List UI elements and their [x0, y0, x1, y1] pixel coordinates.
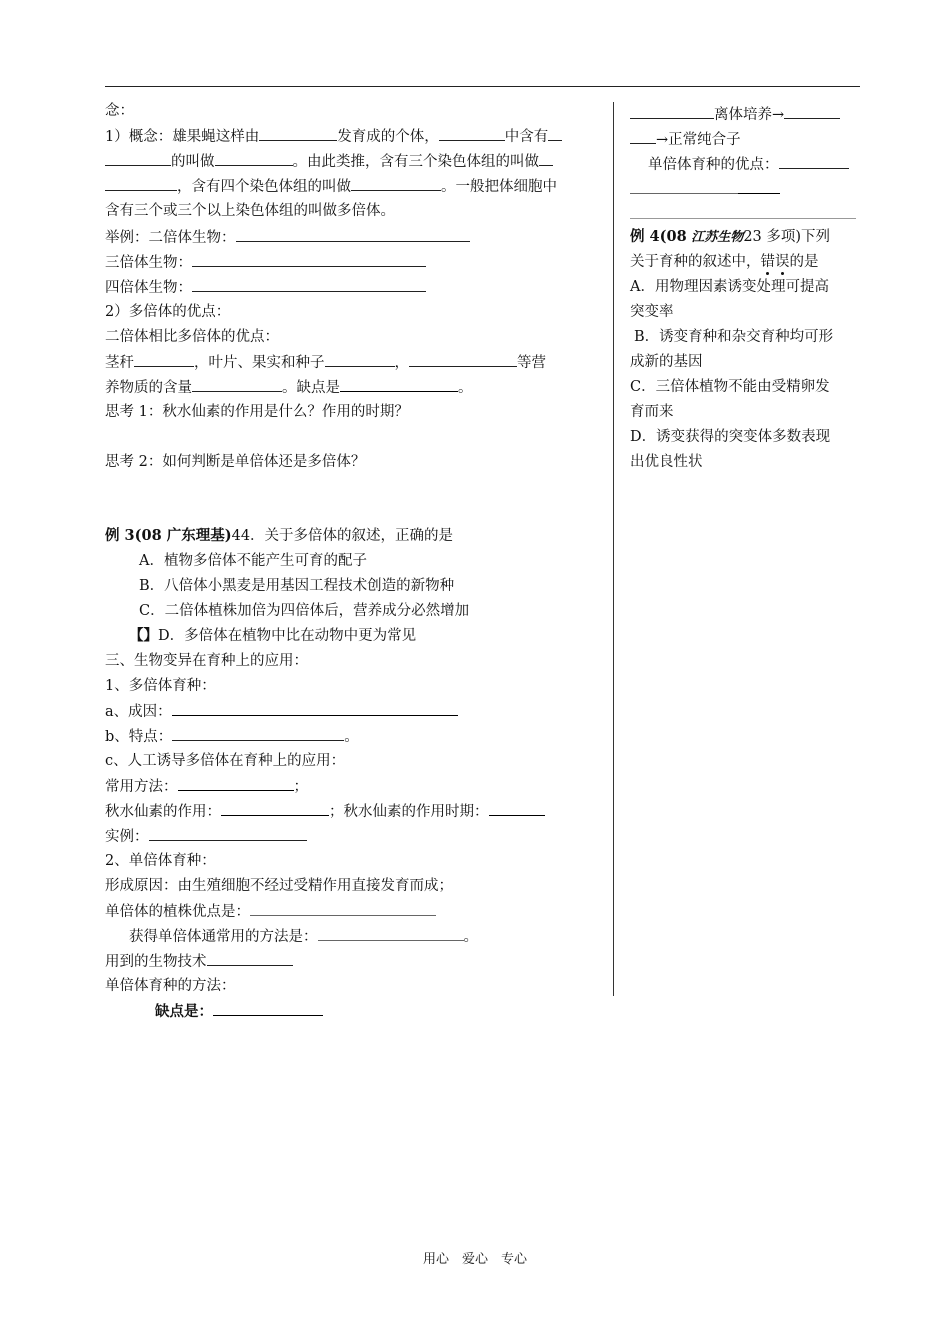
feature-line: b、特点： 。: [105, 726, 359, 747]
colchicine-line: 秋水仙素的作用： ；秋水仙素的作用时期：: [105, 801, 545, 822]
blank-field[interactable]: [351, 176, 441, 191]
blank-field[interactable]: [318, 926, 464, 941]
blank-field[interactable]: [192, 277, 426, 292]
method-line: 常用方法： ；: [105, 776, 308, 797]
blank-field[interactable]: [340, 377, 458, 392]
option-a: A．用物理因素诱变处理可提高: [630, 279, 829, 295]
example-tetraploid: 四倍体生物：: [105, 277, 426, 298]
blank-field[interactable]: [178, 776, 294, 791]
drawback-line: 缺点是：: [155, 1001, 323, 1022]
right-line-1: 离体培养→: [630, 104, 840, 125]
blank-field[interactable]: [630, 129, 656, 144]
think-question-1: 思考 1：秋水仙素的作用是什么？作用的时期？: [105, 404, 409, 420]
blank-field[interactable]: [738, 179, 780, 194]
blank-field[interactable]: [172, 701, 458, 716]
blank-field[interactable]: [192, 377, 282, 392]
subsection-heading: 1、多倍体育种：: [105, 678, 216, 694]
biotech-line: 用到的生物技术: [105, 951, 293, 972]
text-line: 形成原因：由生殖细胞不经过受精作用直接发育而成；: [105, 878, 453, 894]
answer-bracket[interactable]: 【】: [129, 627, 158, 644]
blank-rule: [630, 218, 856, 219]
example-diploid: 举例：二倍体生物：: [105, 227, 470, 248]
option-b: B．诱变育种和杂交育种均可形: [634, 329, 834, 345]
blank-field[interactable]: [213, 1001, 323, 1016]
blank-field[interactable]: [779, 154, 849, 169]
cause-line: a、成因：: [105, 701, 458, 722]
text-line: 二倍体相比多倍体的优点：: [105, 329, 279, 345]
example-4-question-cont: 关于育种的叙述中，错误的是: [630, 254, 819, 270]
page-footer: 用心 爱心 专心: [422, 1252, 527, 1267]
option-d-cont: 出优良性状: [630, 454, 703, 470]
option-d: D．诱变获得的突变体多数表现: [630, 429, 831, 445]
text-line: 2）多倍体的优点：: [105, 304, 231, 320]
blank-field[interactable]: [259, 126, 337, 141]
option-a: A．植物多倍体不能产生可育的配子: [139, 553, 367, 569]
concept-line-3: ，含有四个染色体组的叫做 。一般把体细胞中: [105, 176, 557, 197]
blank-field[interactable]: [215, 151, 293, 166]
text-line: 念：: [105, 103, 134, 119]
option-c: C．二倍体植株加倍为四倍体后，营养成分必然增加: [139, 603, 470, 619]
concept-line-2: 的叫做 。由此类推，含有三个染色体组的叫做: [105, 151, 553, 172]
blank-field[interactable]: [630, 104, 714, 119]
blank-field[interactable]: [325, 352, 395, 367]
right-line-3: 单倍体育种的优点：: [648, 154, 849, 175]
blank-field[interactable]: [105, 176, 177, 191]
think-question-2: 思考 2：如何判断是单倍体还是多倍体？: [105, 454, 366, 470]
subsection-heading: 2、单倍体育种：: [105, 853, 216, 869]
blank-field[interactable]: [409, 352, 517, 367]
advantage-line-2: 养物质的含量 。缺点是 。: [105, 377, 473, 398]
blank-field[interactable]: [250, 901, 436, 916]
blank-field[interactable]: [630, 179, 738, 194]
option-b-cont: 成新的基因: [630, 354, 703, 370]
blank-field[interactable]: [149, 826, 307, 841]
right-line-4: [630, 179, 780, 200]
blank-field[interactable]: [207, 951, 293, 966]
blank-field[interactable]: [134, 352, 194, 367]
blank-field[interactable]: [539, 151, 553, 166]
option-d: 【】D．多倍体在植物中比在动物中更为常见: [129, 627, 417, 644]
example-triploid: 三倍体生物：: [105, 252, 426, 273]
blank-field[interactable]: [439, 126, 505, 141]
advantage-line-1: 茎秆 ，叶片、果实和种子 ， 等营: [105, 352, 546, 373]
concept-line-1: 1）概念：雄果蝇这样由 发育成的个体， 中含有: [105, 126, 562, 147]
text-line: c、人工诱导多倍体在育种上的应用：: [105, 753, 346, 769]
blank-field[interactable]: [236, 227, 470, 242]
example-3-question: 例 3(08 广东理基)44．关于多倍体的叙述，正确的是: [105, 527, 454, 544]
header-rule: [105, 86, 860, 87]
option-c: C．三倍体植物不能由受精卵发: [630, 379, 830, 395]
haploid-method-line: 获得单倍体通常用的方法是： 。: [129, 926, 478, 947]
text-line: 单倍体育种的方法：: [105, 978, 236, 994]
haploid-advantage-line: 单倍体的植株优点是：: [105, 901, 436, 922]
blank-field[interactable]: [489, 801, 545, 816]
right-line-2: →正常纯合子: [630, 129, 741, 150]
example-4-question: 例 4(08 江苏生物23 多项)下列: [630, 228, 831, 245]
example-line: 实例：: [105, 826, 307, 847]
option-b: B．八倍体小黑麦是用基因工程技术创造的新物种: [139, 578, 455, 594]
blank-field[interactable]: [784, 104, 840, 119]
option-c-cont: 育而来: [630, 404, 674, 420]
section-heading: 三、生物变异在育种上的应用：: [105, 653, 308, 669]
blank-field[interactable]: [172, 726, 344, 741]
column-divider: [613, 102, 614, 996]
blank-field[interactable]: [548, 126, 562, 141]
text-line: 含有三个或三个以上染色体组的叫做多倍体。: [105, 203, 395, 219]
option-a-cont: 突变率: [630, 304, 674, 320]
blank-field[interactable]: [105, 151, 171, 166]
blank-field[interactable]: [221, 801, 329, 816]
blank-field[interactable]: [192, 252, 426, 267]
